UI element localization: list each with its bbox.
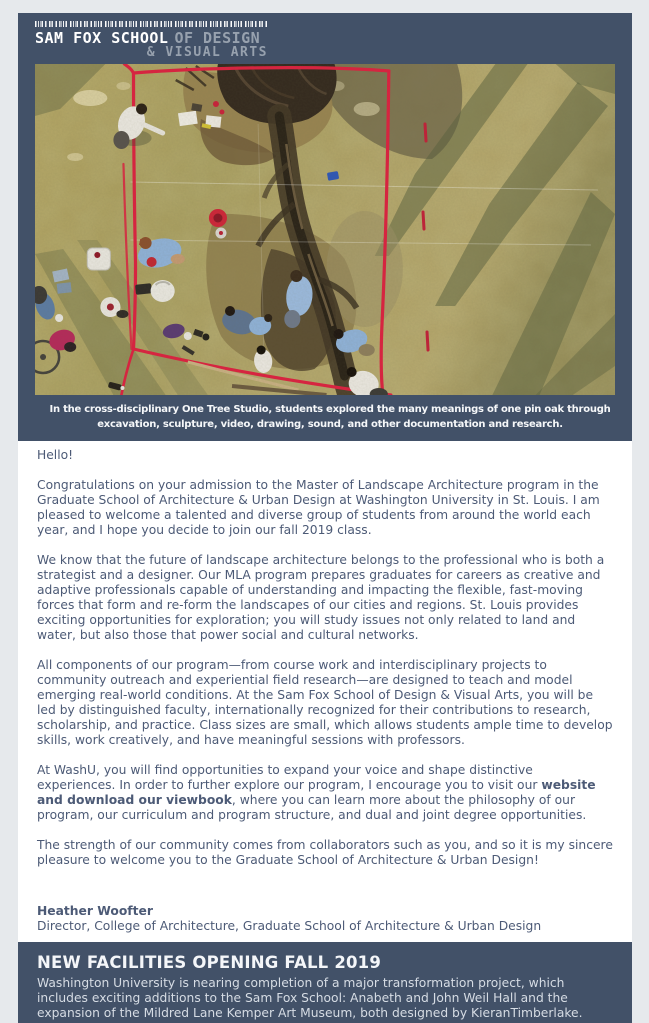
one-tree-studio-photo bbox=[35, 64, 615, 395]
paragraph-explore bbox=[37, 763, 614, 823]
samfox-logo bbox=[18, 13, 632, 64]
paragraph-admission: Congratulations on your admission to the Master of Landscape Architecture program in the Graduate School of Architecture & Urban Design at Washington University in St. Louis. I am pleased to welcome a talented and diverse group of students from around the world each year, and I hope you decide to join our fall 2019 class. bbox=[37, 478, 600, 537]
paragraph-program-components: All components of our program—from course work and interdisciplinary projects to community outreach and experiential field research—are designed to teach and model emerging real-world conditions. At the Sam Fox School of Design & Visual Arts, you will be led by distinguished faculty, internationally recognized for their contributions to research, scholarship, and practice. Class sizes are small, which allows students ample time to develop skills, work creatively, and have meaningful sessions with professors. bbox=[37, 658, 613, 747]
email-card bbox=[18, 13, 632, 1023]
footer-text: Washington University is nearing completion of a major transformation project, which includes exciting additions to the Sam Fox School: Anabeth and John Weil Hall and the expansion of the Mildred Lane Kemper Art Museum, both designed by KieranTimberlake. bbox=[37, 976, 583, 1020]
paragraph-program-future: We know that the future of landscape architecture belongs to the professional who is both a strategist and a designer. Our MLA program prepares graduates for careers as creative and adaptive professionals capable of understanding and impacting the flexible, fast-moving forces that form and re-form the landscapes of our cities and regions. St. Louis provides exciting opportunities for exploration; you will study issues not only related to land and water, but also those that power social and cultural networks. bbox=[37, 553, 605, 642]
paragraph-welcome: The strength of our community comes from collaborators such as you, and so it is my sincere pleasure to welcome you to the Graduate School of Architecture & Urban Design! bbox=[37, 838, 613, 867]
signature-name: Heather Woofter bbox=[37, 904, 153, 918]
paragraph-explore-post: , where you can learn more about the philosophy of our program, our curriculum and program structure, and dual and joint degree opportunities. bbox=[37, 793, 587, 822]
header-block bbox=[18, 13, 632, 441]
viewbook-link[interactable]: website and download our viewbook bbox=[37, 778, 596, 807]
greeting-text: Hello! bbox=[37, 448, 74, 462]
aerial-photo-illustration bbox=[35, 64, 615, 395]
signature bbox=[37, 904, 614, 934]
paragraph-explore-pre: At WashU, you will find opportunities to expand your voice and shape distinctive experiences. In order to further explore our program, I encourage you to visit our bbox=[37, 763, 542, 792]
footer-block bbox=[18, 942, 632, 1023]
footer-heading: NEW FACILITIES OPENING FALL 2019 bbox=[37, 953, 382, 972]
logo-school-name: SAM FOX SCHOOL bbox=[35, 29, 169, 47]
photo-grain-overlay bbox=[35, 64, 615, 395]
photo-caption: In the cross-disciplinary One Tree Studio, students explored the many meanings of one pin oak through excavation, sculpture, video, drawing, sound, and other documentation and research. bbox=[49, 404, 611, 430]
logo-of-design: OF DESIGN bbox=[174, 29, 261, 47]
logo-visual-arts: & VISUAL ARTS bbox=[146, 45, 268, 60]
logo-wordmark-line1 bbox=[35, 30, 268, 46]
barcode-graphic bbox=[35, 21, 268, 27]
signature-title: Director, College of Architecture, Graduate School of Architecture & Urban Design bbox=[37, 919, 542, 933]
letter-body bbox=[18, 441, 632, 942]
